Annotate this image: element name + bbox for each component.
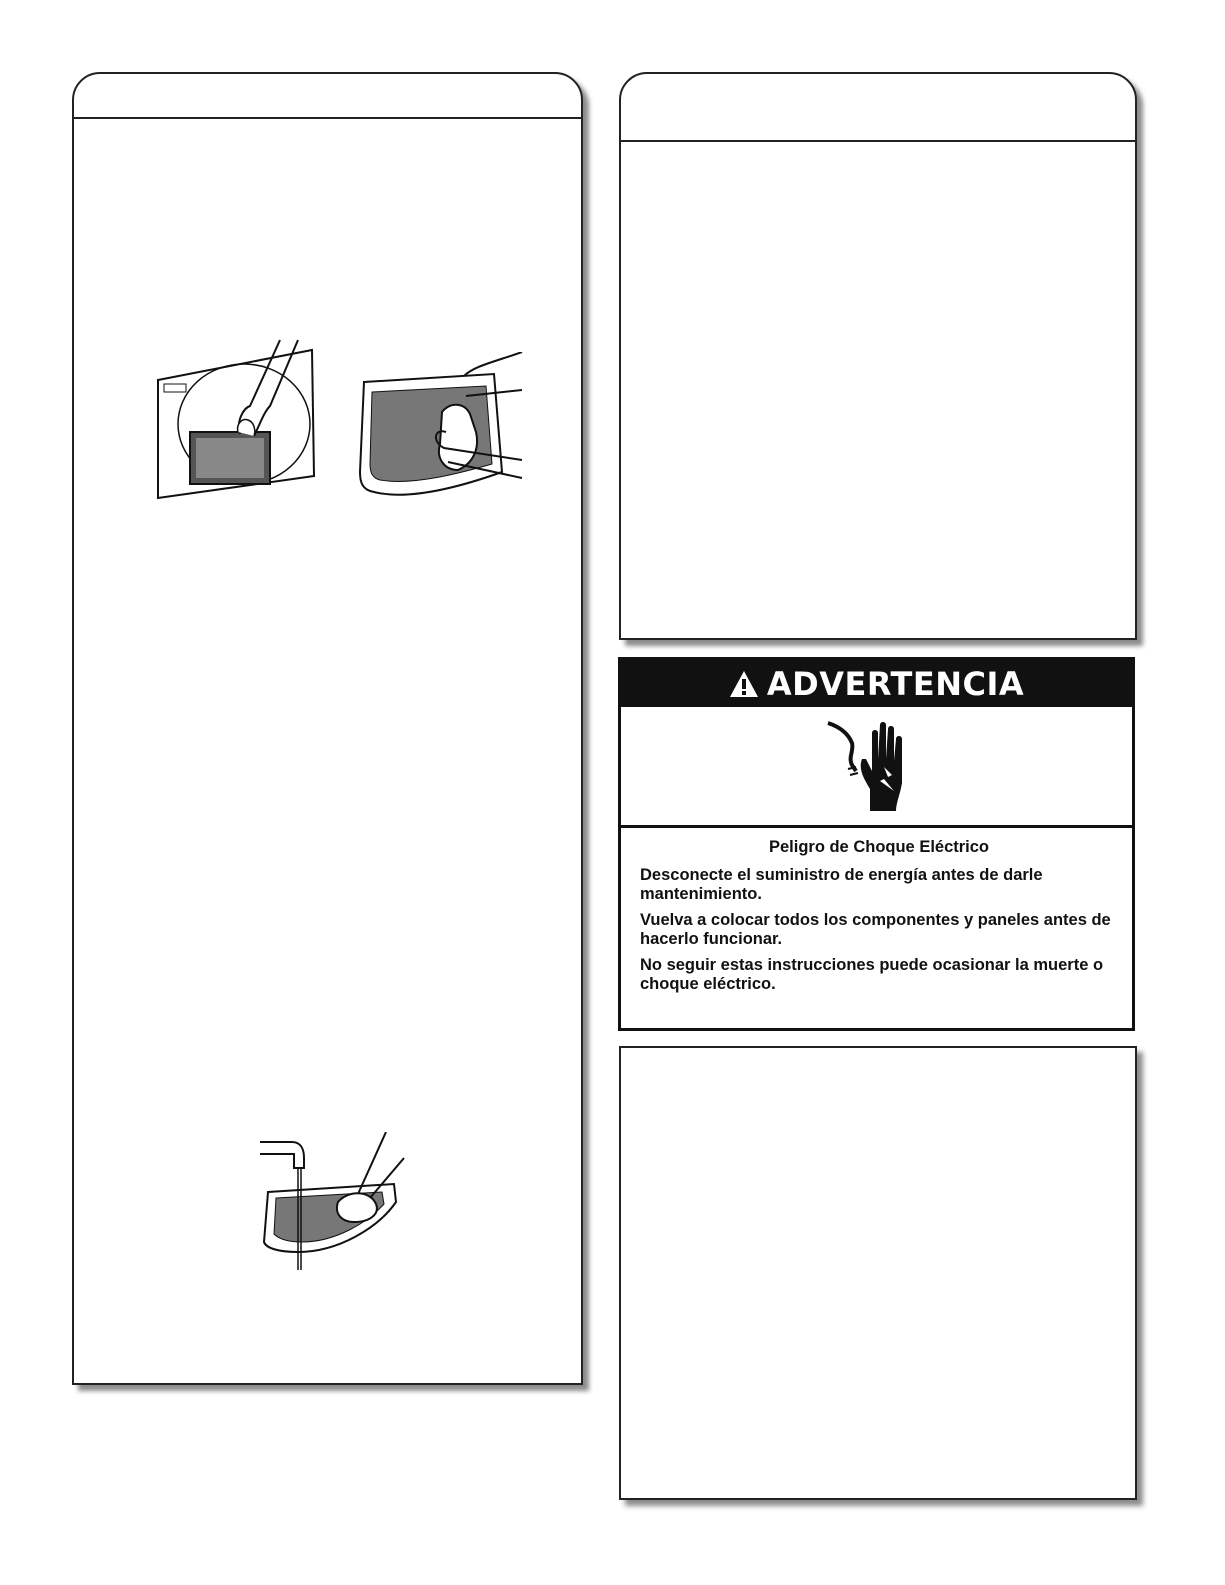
warning-instruction: Desconecte el suministro de energía antes de darle mantenimiento. — [640, 866, 1043, 903]
filter-washing-illustration — [258, 1132, 408, 1272]
panel-header-divider — [74, 117, 581, 119]
warning-signal-word: ADVERTENCIA — [766, 664, 1025, 703]
warning-instruction: Vuelva a colocar todos los componentes y paneles antes de hacerlo funcionar. — [640, 911, 1111, 948]
warning-text — [640, 838, 1118, 1001]
panel-header-divider — [621, 140, 1135, 142]
filter-removal-illustration — [152, 336, 322, 506]
left-instruction-panel — [72, 72, 583, 1385]
right-top-panel — [619, 72, 1137, 640]
warning-instruction: No seguir estas instrucciones puede ocasionar la muerte o choque eléctrico. — [640, 956, 1104, 993]
right-bottom-panel — [619, 1046, 1137, 1500]
filter-wiping-illustration — [354, 352, 524, 502]
warning-pictogram-area — [621, 707, 1132, 828]
warning-box — [618, 657, 1135, 1031]
electric-shock-hand-icon — [826, 719, 916, 815]
warning-header — [621, 660, 1132, 707]
warning-triangle-icon — [729, 670, 759, 698]
hazard-title: Peligro de Choque Eléctrico — [768, 838, 990, 856]
